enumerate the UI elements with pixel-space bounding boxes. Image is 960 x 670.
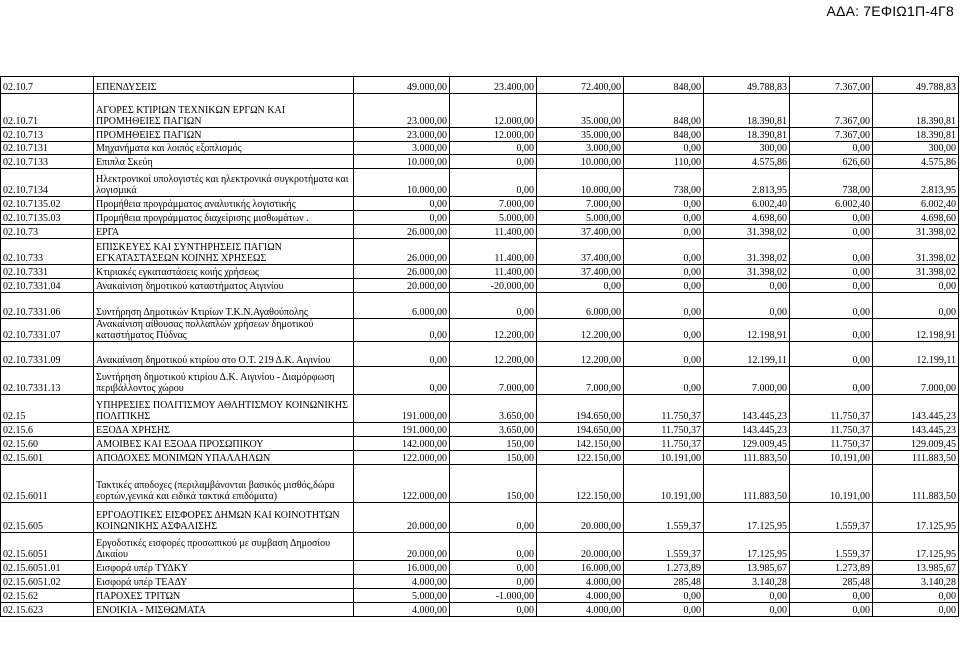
approved-col-value: 11.750,37 [790,437,873,451]
account-description: Συντήρηση Δημοτικών Κτιρίων Τ.Κ.Ν.Αγαθούπολης [94,293,354,319]
change-col-value: 12.000,00 [450,94,537,128]
table-row [1,128,959,142]
committed-col-value: 0,00 [624,342,704,367]
account-description: Επιπλα Σκεύη [94,155,354,169]
budget-col-value: 142.000,00 [354,437,450,451]
table-row [1,575,959,589]
paid-col-value: 0,00 [873,279,959,293]
final-budget-col-value: 142.150,00 [537,437,624,451]
budget-col-value: 0,00 [354,342,450,367]
table-row [1,293,959,319]
certified-col-value: 17.125,95 [704,533,790,561]
table-row [1,465,959,503]
paid-col-value: 3.140,28 [873,575,959,589]
committed-col-value: 285,48 [624,575,704,589]
change-col-value: 0,00 [450,533,537,561]
committed-col-value: 0,00 [624,197,704,211]
approved-col-value: 7.367,00 [790,77,873,94]
approved-col-value: 0,00 [790,319,873,342]
budget-col-value: 10.000,00 [354,155,450,169]
account-description: ΕΠΙΣΚΕΥΕΣ ΚΑΙ ΣΥΝΤΗΡΗΣΕΙΣ ΠΑΓΙΩΝ ΕΓΚΑΤΑΣΤΑΣΕΩΝ ΚΟΙΝΗΣ ΧΡΗΣΕΩΣ [94,239,354,265]
paid-col-value: 0,00 [873,293,959,319]
change-col-value: 12.200,00 [450,319,537,342]
paid-col-value: 143.445,23 [873,395,959,423]
account-description: Ανακαίνιση δημοτικού καταστήματος Αιγινίου [94,279,354,293]
budget-col-value: 23.000,00 [354,94,450,128]
account-code: 02.10.7331.04 [1,279,94,293]
approved-col-value: 0,00 [790,239,873,265]
budget-col-value: 26.000,00 [354,265,450,279]
table-row [1,211,959,225]
certified-col-value: 18.390,81 [704,94,790,128]
table-row [1,225,959,239]
certified-col-value: 143.445,23 [704,423,790,437]
final-budget-col-value: 35.000,00 [537,94,624,128]
table-row [1,589,959,603]
final-budget-col-value: 12.200,00 [537,342,624,367]
table-row [1,319,959,342]
budget-col-value: 49.000,00 [354,77,450,94]
budget-col-value: 20.000,00 [354,533,450,561]
change-col-value: -20.000,00 [450,279,537,293]
approved-col-value: 10.191,00 [790,465,873,503]
final-budget-col-value: 4.000,00 [537,603,624,617]
final-budget-col-value: 4.000,00 [537,589,624,603]
change-col-value: 7.000,00 [450,367,537,395]
approved-col-value: 0,00 [790,142,873,155]
account-code: 02.15.6011 [1,465,94,503]
certified-col-value: 17.125,95 [704,503,790,533]
account-description: ΑΜΟΙΒΕΣ ΚΑΙ ΕΞΟΔΑ ΠΡΟΣΩΠΙΚΟΥ [94,437,354,451]
account-description: Κτιριακές εγκαταστάσεις κοιής χρήσεως [94,265,354,279]
table-row [1,155,959,169]
approved-col-value: 0,00 [790,225,873,239]
certified-col-value: 18.390,81 [704,128,790,142]
committed-col-value: 110,00 [624,155,704,169]
account-code: 02.15.6051.02 [1,575,94,589]
approved-col-value: 0,00 [790,211,873,225]
final-budget-col-value: 12.200,00 [537,319,624,342]
budget-col-value: 26.000,00 [354,239,450,265]
final-budget-col-value: 20.000,00 [537,503,624,533]
budget-col-value: 0,00 [354,211,450,225]
account-code: 02.10.7133 [1,155,94,169]
paid-col-value: 300,00 [873,142,959,155]
committed-col-value: 0,00 [624,367,704,395]
account-description: Προμήθεια προγράμματος διαχείρισης μισθωμάτων . [94,211,354,225]
certified-col-value: 4.698,60 [704,211,790,225]
final-budget-col-value: 10.000,00 [537,155,624,169]
final-budget-col-value: 4.000,00 [537,575,624,589]
committed-col-value: 0,00 [624,142,704,155]
budget-col-value: 122.000,00 [354,451,450,465]
change-col-value: 0,00 [450,169,537,197]
paid-col-value: 31.398,02 [873,239,959,265]
approved-col-value: 0,00 [790,367,873,395]
budget-col-value: 23.000,00 [354,128,450,142]
final-budget-col-value: 122.150,00 [537,451,624,465]
account-code: 02.10.7331.09 [1,342,94,367]
paid-col-value: 129.009,45 [873,437,959,451]
account-code: 02.15.62 [1,589,94,603]
budget-col-value: 0,00 [354,197,450,211]
table-body [1,77,959,617]
account-description: ΠΡΟΜΗΘΕΙΕΣ ΠΑΓΙΩΝ [94,128,354,142]
paid-col-value: 143.445,23 [873,423,959,437]
account-description: Προμήθεια προγράμματος αναλυτικής λογιστικής [94,197,354,211]
table-row [1,342,959,367]
paid-col-value: 111.883,50 [873,451,959,465]
committed-col-value: 10.191,00 [624,465,704,503]
change-col-value: 11.400,00 [450,239,537,265]
certified-col-value: 31.398,02 [704,225,790,239]
paid-col-value: 0,00 [873,589,959,603]
account-code: 02.15.6051 [1,533,94,561]
paid-col-value: 17.125,95 [873,503,959,533]
table-row [1,265,959,279]
table-row [1,197,959,211]
final-budget-col-value: 6.000,00 [537,293,624,319]
certified-col-value: 12.199,11 [704,342,790,367]
certified-col-value: 0,00 [704,589,790,603]
budget-col-value: 3.000,00 [354,142,450,155]
table-row [1,239,959,265]
account-description: Ανακαίνιση δημοτικού κτιρίου στο Ο.Τ. 219 Δ.Κ. Αιγινίου [94,342,354,367]
account-description: Εργοδοτικές εισφορές προσωπικού με συμβαση Δημοσίου Δικαίου [94,533,354,561]
committed-col-value: 0,00 [624,225,704,239]
paid-col-value: 12.198,91 [873,319,959,342]
change-col-value: 3.650,00 [450,395,537,423]
account-code: 02.10.73 [1,225,94,239]
account-description: ΑΓΟΡΕΣ ΚΤΙΡΙΩΝ ΤΕΧΝΙΚΩΝ ΕΡΓΩΝ ΚΑΙ ΠΡΟΜΗΘΕΙΕΣ ΠΑΓΙΩΝ [94,94,354,128]
table-row [1,451,959,465]
paid-col-value: 7.000,00 [873,367,959,395]
account-code: 02.15.601 [1,451,94,465]
paid-col-value: 111.883,50 [873,465,959,503]
certified-col-value: 31.398,02 [704,265,790,279]
paid-col-value: 17.125,95 [873,533,959,561]
account-description: ΕΠΕΝΔΥΣΕΙΣ [94,77,354,94]
approved-col-value: 0,00 [790,279,873,293]
table-row [1,169,959,197]
paid-col-value: 31.398,02 [873,265,959,279]
certified-col-value: 3.140,28 [704,575,790,589]
final-budget-col-value: 194.650,00 [537,423,624,437]
account-code: 02.10.7135.02 [1,197,94,211]
committed-col-value: 0,00 [624,319,704,342]
paid-col-value: 18.390,81 [873,94,959,128]
table-row [1,367,959,395]
change-col-value: 0,00 [450,142,537,155]
account-code: 02.15.6 [1,423,94,437]
budget-col-value: 4.000,00 [354,575,450,589]
account-description: ΑΠΟΔΟΧΕΣ ΜΟΝΙΜΩΝ ΥΠΑΛΛΗΛΩΝ [94,451,354,465]
account-description: ΕΡΓΑ [94,225,354,239]
committed-col-value: 0,00 [624,279,704,293]
paid-col-value: 31.398,02 [873,225,959,239]
account-code: 02.10.733 [1,239,94,265]
budget-col-value: 6.000,00 [354,293,450,319]
final-budget-col-value: 16.000,00 [537,561,624,575]
committed-col-value: 11.750,37 [624,423,704,437]
account-code: 02.15.60 [1,437,94,451]
paid-col-value: 2.813,95 [873,169,959,197]
change-col-value: -1.000,00 [450,589,537,603]
account-description: Ηλεκτρονικοί υπολογιστές και ηλεκτρονικά συγκροτήματα και λογισμικά [94,169,354,197]
certified-col-value: 31.398,02 [704,239,790,265]
change-col-value: 12.200,00 [450,342,537,367]
account-description: Εισφορά υπέρ ΤΕΑΔΥ [94,575,354,589]
account-description: ΕΝΟΙΚΙΑ - ΜΙΣΘΩΜΑΤΑ [94,603,354,617]
certified-col-value: 0,00 [704,293,790,319]
table-row [1,142,959,155]
committed-col-value: 11.750,37 [624,395,704,423]
paid-col-value: 4.698,60 [873,211,959,225]
committed-col-value: 738,00 [624,169,704,197]
certified-col-value: 6.002,40 [704,197,790,211]
budget-col-value: 0,00 [354,319,450,342]
account-description: ΠΑΡΟΧΕΣ ΤΡΙΤΩΝ [94,589,354,603]
approved-col-value: 0,00 [790,342,873,367]
change-col-value: 150,00 [450,451,537,465]
approved-col-value: 0,00 [790,265,873,279]
committed-col-value: 0,00 [624,265,704,279]
budget-col-value: 191.000,00 [354,423,450,437]
table-row [1,279,959,293]
certified-col-value: 4.575,86 [704,155,790,169]
committed-col-value: 0,00 [624,603,704,617]
final-budget-col-value: 37.400,00 [537,239,624,265]
account-code: 02.10.7135.03 [1,211,94,225]
change-col-value: 3.650,00 [450,423,537,437]
change-col-value: 5.000,00 [450,211,537,225]
approved-col-value: 1.273,89 [790,561,873,575]
approved-col-value: 1.559,37 [790,503,873,533]
account-code: 02.10.71 [1,94,94,128]
account-description: ΥΠΗΡΕΣΙΕΣ ΠΟΛΙΤΙΣΜΟΥ ΑΘΛΗΤΙΣΜΟΥ ΚΟΙΝΩΝΙΚΗΣ ΠΟΛΙΤΙΚΗΣ [94,395,354,423]
certified-col-value: 111.883,50 [704,451,790,465]
account-code: 02.10.7331.13 [1,367,94,395]
account-code: 02.10.7134 [1,169,94,197]
change-col-value: 0,00 [450,561,537,575]
certified-col-value: 143.445,23 [704,395,790,423]
final-budget-col-value: 10.000,00 [537,169,624,197]
approved-col-value: 7.367,00 [790,128,873,142]
final-budget-col-value: 5.000,00 [537,211,624,225]
account-description: ΕΡΓΟΔΟΤΙΚΕΣ ΕΙΣΦΟΡΕΣ ΔΗΜΩΝ ΚΑΙ ΚΟΙΝΟΤΗΤΩΝ ΚΟΙΝΩΝΙΚΗΣ ΑΣΦΑΛΙΣΗΣ [94,503,354,533]
certified-col-value: 2.813,95 [704,169,790,197]
certified-col-value: 111.883,50 [704,465,790,503]
final-budget-col-value: 37.400,00 [537,265,624,279]
committed-col-value: 0,00 [624,211,704,225]
budget-col-value: 191.000,00 [354,395,450,423]
approved-col-value: 11.750,37 [790,395,873,423]
table-row [1,395,959,423]
account-code: 02.10.7331.07 [1,319,94,342]
certified-col-value: 13.985,67 [704,561,790,575]
account-code: 02.15.6051.01 [1,561,94,575]
final-budget-col-value: 0,00 [537,279,624,293]
change-col-value: 0,00 [450,575,537,589]
committed-col-value: 848,00 [624,94,704,128]
committed-col-value: 0,00 [624,589,704,603]
change-col-value: 12.000,00 [450,128,537,142]
budget-col-value: 10.000,00 [354,169,450,197]
approved-col-value: 0,00 [790,603,873,617]
budget-col-value: 16.000,00 [354,561,450,575]
certified-col-value: 0,00 [704,279,790,293]
paid-col-value: 49.788,83 [873,77,959,94]
paid-col-value: 6.002,40 [873,197,959,211]
change-col-value: 23.400,00 [450,77,537,94]
account-description: ΕΞΟΔΑ ΧΡΗΣΗΣ [94,423,354,437]
change-col-value: 11.400,00 [450,265,537,279]
change-col-value: 7.000,00 [450,197,537,211]
account-code: 02.10.7331 [1,265,94,279]
change-col-value: 0,00 [450,503,537,533]
final-budget-col-value: 194.650,00 [537,395,624,423]
table-row [1,603,959,617]
final-budget-col-value: 72.400,00 [537,77,624,94]
budget-col-value: 20.000,00 [354,279,450,293]
certified-col-value: 129.009,45 [704,437,790,451]
paid-col-value: 13.985,67 [873,561,959,575]
approved-col-value: 6.002,40 [790,197,873,211]
approved-col-value: 626,60 [790,155,873,169]
committed-col-value: 0,00 [624,239,704,265]
certified-col-value: 7.000,00 [704,367,790,395]
account-code: 02.15.605 [1,503,94,533]
committed-col-value: 1.559,37 [624,533,704,561]
approved-col-value: 285,48 [790,575,873,589]
table-row [1,423,959,437]
change-col-value: 0,00 [450,155,537,169]
committed-col-value: 11.750,37 [624,437,704,451]
budget-col-value: 20.000,00 [354,503,450,533]
approved-col-value: 11.750,37 [790,423,873,437]
table-row [1,561,959,575]
approved-col-value: 738,00 [790,169,873,197]
account-code: 02.10.7131 [1,142,94,155]
account-description: Τακτικές αποδοχες (περιλαμβάνονται βασικός μισθός,δώρα εορτών,γενικά και ειδικά τακτικά επιδόματα) [94,465,354,503]
certified-col-value: 12.198,91 [704,319,790,342]
table-row [1,77,959,94]
approved-col-value: 7.367,00 [790,94,873,128]
change-col-value: 0,00 [450,293,537,319]
paid-col-value: 12.199,11 [873,342,959,367]
approved-col-value: 1.559,37 [790,533,873,561]
final-budget-col-value: 122.150,00 [537,465,624,503]
committed-col-value: 10.191,00 [624,451,704,465]
account-code: 02.15 [1,395,94,423]
committed-col-value: 848,00 [624,128,704,142]
account-description: Συντήρηση δημοτικού κτιρίου Δ.Κ. Αιγινίου - Διαμόρφωση περιβάλλοντος χώρου [94,367,354,395]
final-budget-col-value: 35.000,00 [537,128,624,142]
approved-col-value: 10.191,00 [790,451,873,465]
committed-col-value: 1.273,89 [624,561,704,575]
table-row [1,437,959,451]
certified-col-value: 300,00 [704,142,790,155]
change-col-value: 150,00 [450,437,537,451]
certified-col-value: 0,00 [704,603,790,617]
final-budget-col-value: 7.000,00 [537,367,624,395]
account-code: 02.10.7 [1,77,94,94]
ada-header: ΑΔΑ: 7ΕΦΙΩ1Π-4Γ8 [826,3,954,19]
budget-col-value: 26.000,00 [354,225,450,239]
final-budget-col-value: 37.400,00 [537,225,624,239]
change-col-value: 11.400,00 [450,225,537,239]
paid-col-value: 4.575,86 [873,155,959,169]
account-code: 02.10.7331.06 [1,293,94,319]
table-row [1,533,959,561]
budget-col-value: 5.000,00 [354,589,450,603]
committed-col-value: 0,00 [624,293,704,319]
certified-col-value: 49.788,83 [704,77,790,94]
approved-col-value: 0,00 [790,293,873,319]
table-row [1,503,959,533]
change-col-value: 150,00 [450,465,537,503]
committed-col-value: 848,00 [624,77,704,94]
account-code: 02.15.623 [1,603,94,617]
account-description: Μηχανήματα και λοιπός εξοπλισμός [94,142,354,155]
paid-col-value: 0,00 [873,603,959,617]
account-code: 02.10.713 [1,128,94,142]
table-row [1,94,959,128]
account-description: Ανακαίνιση αίθουσας πολλαπλών χρήσεων δημοτικού καταστήματος Πύδνας [94,319,354,342]
account-description: Εισφορά υπέρ ΤΥΔΚΥ [94,561,354,575]
budget-col-value: 0,00 [354,367,450,395]
approved-col-value: 0,00 [790,589,873,603]
budget-table [0,76,959,617]
final-budget-col-value: 7.000,00 [537,197,624,211]
paid-col-value: 18.390,81 [873,128,959,142]
budget-col-value: 4.000,00 [354,603,450,617]
budget-col-value: 122.000,00 [354,465,450,503]
committed-col-value: 1.559,37 [624,503,704,533]
final-budget-col-value: 3.000,00 [537,142,624,155]
change-col-value: 0,00 [450,603,537,617]
final-budget-col-value: 20.000,00 [537,533,624,561]
